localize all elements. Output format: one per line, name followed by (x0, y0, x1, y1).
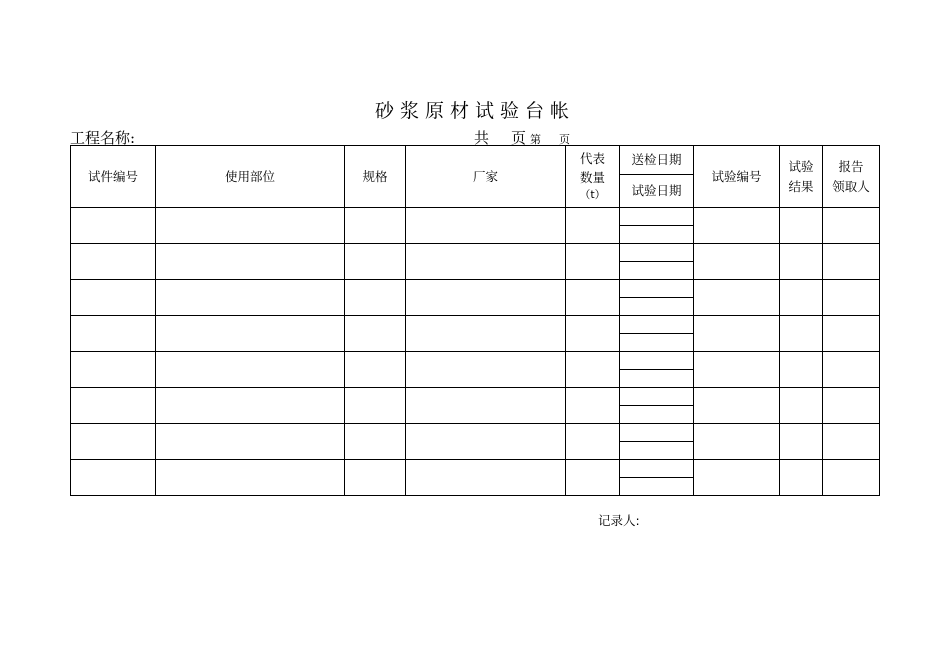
page-unit-label: 页 (511, 129, 527, 147)
header-receiver-line2: 领取人 (832, 178, 870, 194)
header-quantity-line1: 代表 (579, 151, 605, 167)
header-result-line1: 试验 (788, 159, 814, 175)
header-maker: 厂家 (472, 168, 498, 184)
page-current-label: 第 (530, 133, 542, 146)
header-send-date: 送检日期 (631, 152, 682, 168)
table-row (71, 388, 879, 424)
recorder-label: 记录人: (598, 513, 640, 528)
header-usage: 使用部位 (224, 168, 275, 184)
header-report-receiver (823, 146, 879, 207)
header-test-date: 试验日期 (631, 183, 682, 199)
table-row (71, 460, 879, 496)
header-quantity-line2: 数量 (579, 169, 605, 185)
header-specimen-no: 试件编号 (87, 168, 138, 184)
table-row (71, 280, 879, 316)
table-row (71, 352, 879, 388)
header-spec: 规格 (362, 168, 388, 184)
header-result-line2: 结果 (788, 178, 814, 194)
page-total-label: 共 (474, 129, 490, 147)
header-quantity-unit: （t） (579, 187, 606, 201)
project-name-label: 工程名称: (70, 129, 136, 147)
ledger-table (70, 145, 880, 496)
table-row (71, 316, 879, 352)
document-title: 砂浆原材试验台帐 (374, 100, 575, 122)
header-quantity (566, 146, 619, 207)
header-test-no: 试验编号 (711, 168, 762, 184)
header-receiver-line1: 报告 (838, 159, 864, 175)
page-unit-label-2: 页 (559, 133, 571, 146)
table-row (71, 424, 879, 460)
header-result (780, 146, 822, 207)
table-row (71, 244, 879, 280)
table-row (71, 208, 879, 244)
